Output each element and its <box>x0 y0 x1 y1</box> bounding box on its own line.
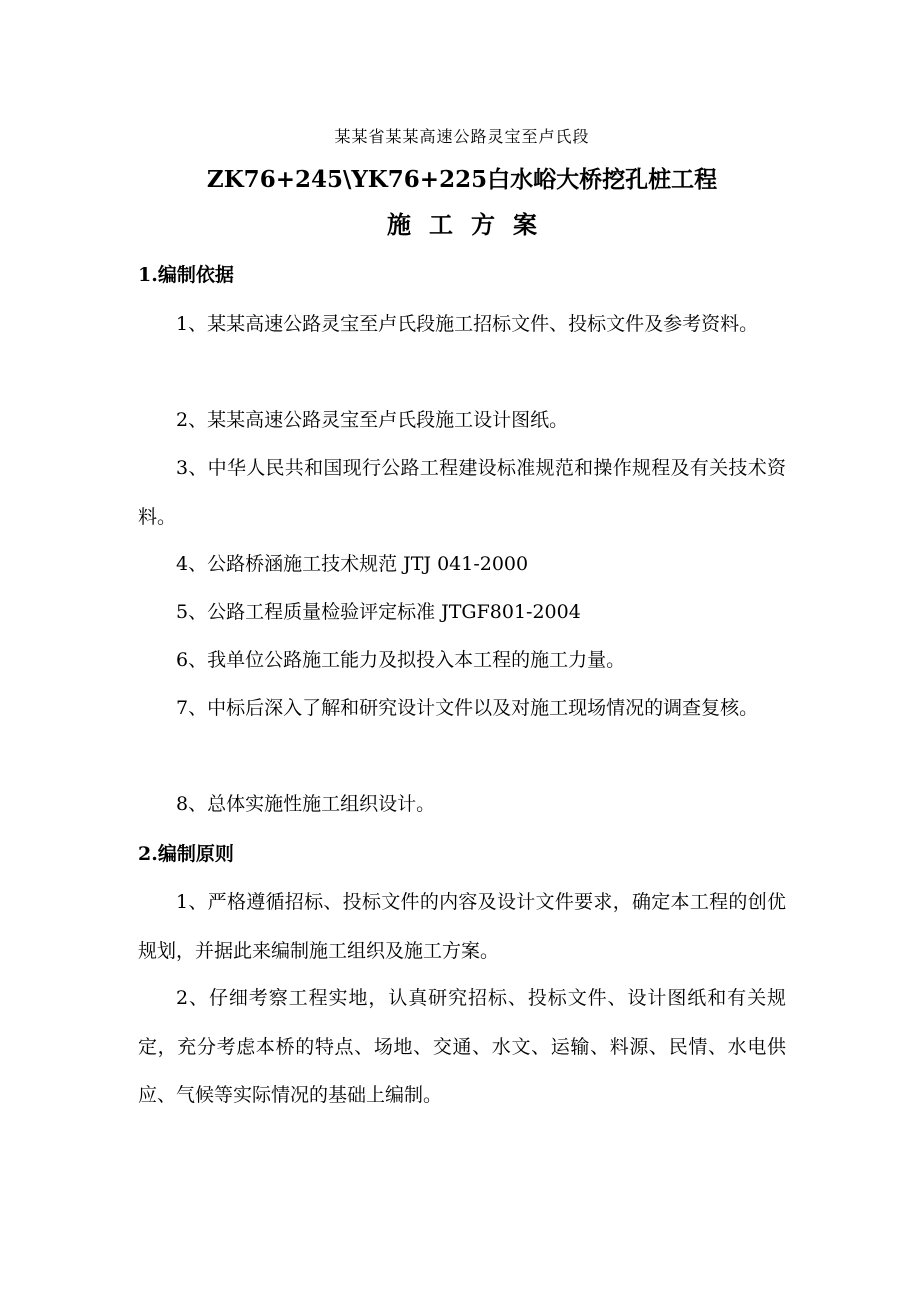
principle-item-2: 2、仔细考察工程实地，认真研究招标、投标文件、设计图纸和有关规定，充分考虑本桥的特点、场地、交通、水文、运输、料源、民情、水电供应、气候等实际情况的基础上编制。 <box>138 987 786 1106</box>
basis-item-6: 6、我单位公路施工能力及拟投入本工程的施工力量。 <box>176 649 626 671</box>
basis-item-5: 5、公路工程质量检验评定标准 JTGF801-2004 <box>176 601 581 623</box>
plan-title: 施工方案 <box>387 210 555 239</box>
document-title: ZK76+245\YK76+225白水峪大桥挖孔桩工程 <box>206 166 718 193</box>
basis-item-7: 7、中标后深入了解和研究设计文件以及对施工现场情况的调查复核。 <box>176 697 759 719</box>
basis-item-2: 2、某某高速公路灵宝至卢氏段施工设计图纸。 <box>176 409 569 431</box>
section-heading-basis: 1.编制依据 <box>138 264 234 286</box>
basis-item-4: 4、公路桥涵施工技术规范 JTJ 041-2000 <box>176 553 529 575</box>
section-heading-principles: 2.编制原则 <box>138 843 234 865</box>
basis-item-1: 1、某某高速公路灵宝至卢氏段施工招标文件、投标文件及参考资料。 <box>176 313 759 335</box>
basis-item-3: 3、中华人民共和国现行公路工程建设标准规范和操作规程及有关技术资料。 <box>138 457 786 528</box>
basis-item-8: 8、总体实施性施工组织设计。 <box>176 793 436 815</box>
document-subtitle: 某某省某某高速公路灵宝至卢氏段 <box>334 127 590 146</box>
principle-item-1: 1、严格遵循招标、投标文件的内容及设计文件要求，确定本工程的创优规划，并据此来编制施工组织及施工方案。 <box>138 891 786 962</box>
